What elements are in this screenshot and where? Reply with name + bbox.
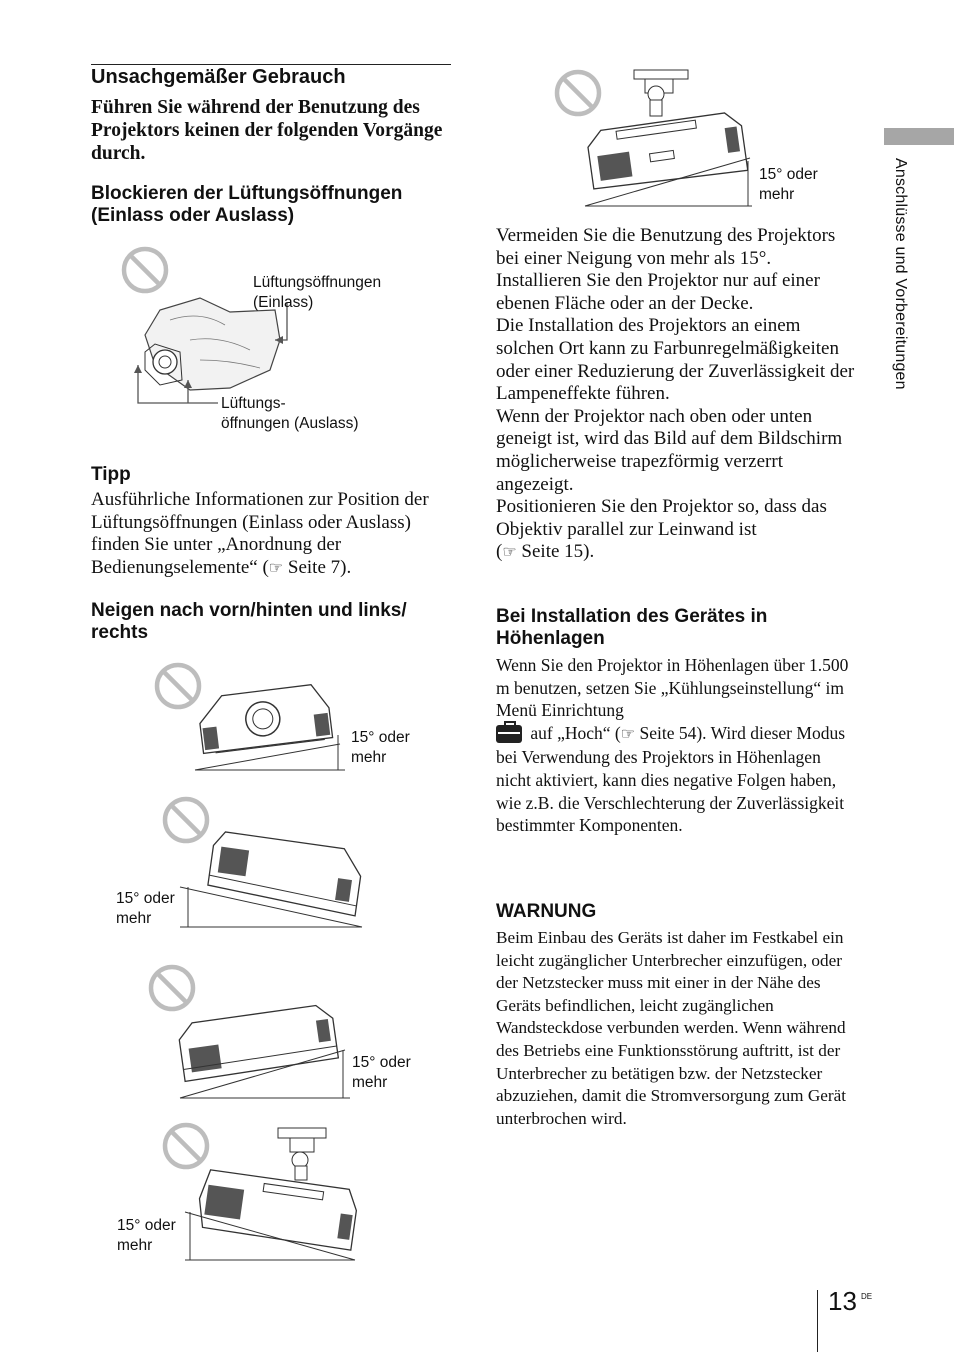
side-tab-bar — [884, 128, 954, 145]
angle-label-2-line1: 15° oder — [116, 890, 175, 907]
angle-label-5-line1: 15° oder — [759, 166, 818, 183]
warning-text: Beim Einbau des Geräts ist daher im Festkabel ein leicht zugänglicher Unterbrecher einzufügen, oder der Netzstecker muss mit einer in der Nähe des Geräts befindlichen, leicht zugänglichen Wandsteckdose verbunden werden. Wenn während des Betriebs eine Funktionsstörung auftritt, ist der Unterbrecher zu betätigen bzw. der Netzstecker abzuziehen, damit die Stromversorgung zum Gerät unterbrochen wird. — [496, 928, 847, 1128]
reference-icon — [621, 723, 635, 743]
installation-p2: Die Installation des Projektors an einem solchen Ort kann zu Farbunregelmäßigkeiten oder einer Reduzierung der Zuverlässigkeit der Lampeneffekte führen. — [496, 315, 855, 405]
tip-text — [91, 489, 453, 580]
altitude-text-part1: Wenn Sie den Projektor in Höhenlagen über 1.500 m benutzen, setzen Sie „Kühlungseinstellung“ im Menü Einrichtung — [496, 655, 849, 721]
angle-label-2-line2: mehr — [116, 909, 152, 927]
altitude-text-part3: Seite 54). Wird dieser Modus bei Verwendung des Projektors in Höhenlagen nicht aktiviert, kann dies negative Folgen haben, wie z.B. die Verschlechterung der Zuverlässigkeit bestimmter Komponenten. — [496, 722, 846, 836]
prohibited-icon — [557, 72, 599, 114]
installation-p4-text: Positionieren Sie den Projektor so, dass das Objektiv parallel zur Leinwand ist — [496, 496, 827, 540]
page-number-rule — [817, 1290, 818, 1352]
page-lang: DE — [861, 1292, 873, 1301]
installation-text — [496, 225, 856, 565]
altitude-text — [496, 654, 858, 837]
page-number: 13 — [828, 1286, 857, 1316]
angle-label-3-line1: 15° oder — [352, 1054, 411, 1071]
angle-label-3 — [352, 1053, 411, 1092]
installation-p4: Positionieren Sie den Projektor so, dass das Objektiv parallel zur Leinwand ist (☞ Seite 15). — [496, 496, 856, 565]
tilt-figure-ceiling — [150, 1120, 370, 1265]
side-tab-label: Anschlüsse und Vorbereitungen — [892, 158, 909, 390]
prohibited-icon — [124, 249, 166, 291]
intro-text: Führen Sie während der Benutzung des Projektors keinen der folgenden Vorgänge durch. — [91, 97, 443, 164]
installation-p4-ref: Seite 15). — [516, 541, 595, 563]
tip-text-part1: Ausführliche Informationen zur Position der Lüftungsöffnungen (Einlass oder Auslass) finden Sie unter „Anordnung der Bedienungselemente“ ( — [91, 489, 429, 578]
altitude-text-part2: auf „Hoch“ ( — [526, 722, 621, 743]
tip-text-part2: Seite 7). — [283, 556, 352, 578]
angle-label-4 — [117, 1216, 176, 1255]
angle-label-5-line2: mehr — [759, 185, 795, 203]
angle-label-3-line2: mehr — [352, 1073, 388, 1091]
toolbox-icon — [496, 725, 522, 743]
intake-label — [253, 273, 381, 312]
installation-p1: Vermeiden Sie die Benutzung des Projektors bei einer Neigung von mehr als 15°. Installieren Sie den Projektor nur auf einer ebenen Fläche oder an der Decke. — [496, 225, 836, 314]
prohibited-icon — [165, 799, 207, 841]
intake-label-line1: Lüftungsöffnungen — [253, 274, 382, 291]
reference-icon — [502, 541, 516, 562]
prohibited-icon — [151, 967, 193, 1009]
tilt-figure-forward — [140, 960, 360, 1105]
tilt-figure-backward — [150, 795, 370, 935]
exhaust-label-line1: Lüftungs- — [221, 395, 286, 412]
tilt-figure-sideways — [150, 660, 370, 775]
angle-label-1-line2: mehr — [351, 748, 387, 766]
angle-label-2 — [116, 889, 175, 928]
warning-heading: WARNUNG — [496, 901, 597, 922]
prohibited-icon — [157, 665, 199, 707]
reference-icon — [269, 557, 283, 578]
exhaust-label — [221, 394, 359, 433]
exhaust-label-line2: öffnungen (Auslass) — [221, 414, 359, 432]
intake-label-line2: (Einlass) — [253, 293, 314, 311]
prohibited-icon — [165, 1125, 207, 1167]
angle-label-5 — [759, 165, 818, 204]
blocking-heading: Blockieren der Lüftungsöffnungen (Einlass oder Auslass) — [91, 183, 403, 226]
tip-heading: Tipp — [91, 464, 131, 485]
tilt-heading: Neigen nach vorn/hinten und links/ rechts — [91, 600, 407, 643]
section-rule — [91, 64, 451, 65]
tilt-figure-ceiling-top — [550, 66, 780, 211]
installation-p3: Wenn der Projektor nach oben oder unten geneigt ist, wird das Bild auf dem Bildschirm möglicherweise trapezförmig verzerrt angezeigt. — [496, 405, 843, 495]
angle-label-1-line1: 15° oder — [351, 729, 410, 746]
angle-label-4-line2: mehr — [117, 1236, 153, 1254]
angle-label-4-line1: 15° oder — [117, 1217, 176, 1234]
altitude-heading: Bei Installation des Gerätes in Höhenlagen — [496, 606, 768, 649]
angle-label-1 — [351, 728, 410, 767]
section-title: Unsachgemäßer Gebrauch — [91, 66, 346, 88]
